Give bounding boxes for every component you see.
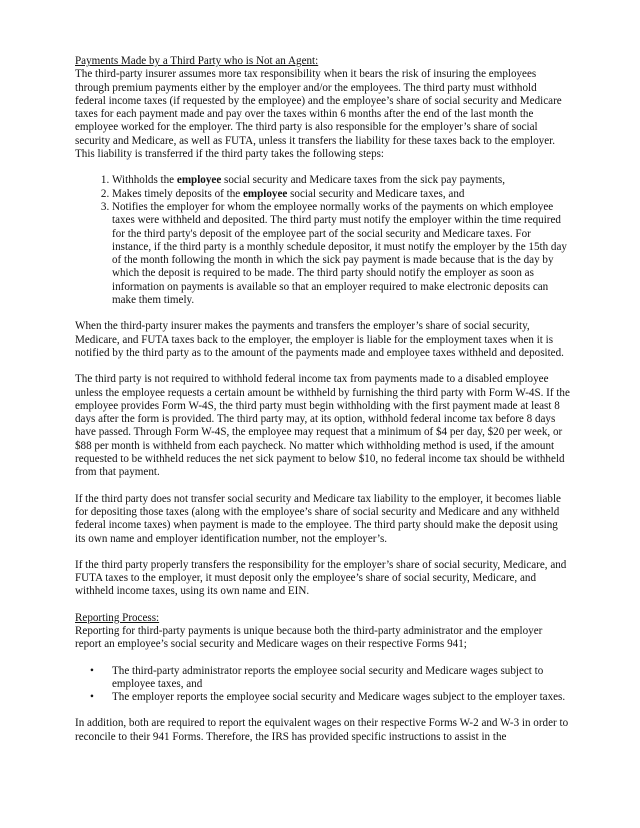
bullet-item: • The employer reports the employee social security and Medicare wages subject to the employer taxes.: [112, 691, 570, 704]
section-heading-reporting: Reporting Process:: [75, 611, 160, 624]
bullet-item: • The third-party administrator reports the employee social security and Medicare wages subject to employee taxes, and: [112, 665, 570, 692]
steps-list: [75, 174, 570, 307]
step-item: 2. Makes timely deposits of the employee social security and Medicare taxes, and: [112, 188, 570, 201]
step-item: 1. Withholds the employee social security and Medicare taxes from the sick pay payments,: [112, 174, 570, 187]
section-heading-third-party: Payments Made by a Third Party who is Not an Agent:: [75, 55, 319, 67]
document-page: [75, 55, 570, 744]
paragraph-w2-w3: In addition, both are required to report the equivalent wages on their respective Forms W-2 and W-3 in order to reconcile to their 941 Forms. Therefore, the IRS has provided specific instructions to assist in the: [75, 717, 569, 743]
paragraph-transfer-liability: When the third-party insurer makes the payments and transfers the employer’s share of social security, Medicare, and FUTA taxes back to the employer, the employer is liable for the employment taxes when it is notified by the third party as to the amount of the payments made and employee taxes withheld and deposited.: [75, 320, 564, 359]
paragraph-proper-transfer: If the third party properly transfers the responsibility for the employer’s share of social security, Medicare, and FUTA taxes to the employer, it must deposit only the employee’s share of social security, Medicare, and withheld income taxes, using its own name and EIN.: [75, 558, 567, 598]
intro-paragraph: The third-party insurer assumes more tax responsibility when it bears the risk of insuring the employees through premium payments either by the employer and/or the employees. The third party must withhold federal income taxes (if requested by the employee) and the employee’s share of social security and Medicare taxes for each payment made and pay over the taxes within 6 months after the end of the last month the employee worked for the employer. The third party is also responsible for the employer’s share of social security and Medicare, as well as FUTA, unless it transfers the liability for these taxes back to the employer. This liability is transferred if the third party takes the following steps:: [75, 68, 562, 161]
steps-list-wrapper: [75, 174, 570, 307]
reporting-intro-paragraph: Reporting for third-party payments is unique because both the third-party administrator and the employer report an employee’s social security and Medicare wages on their respective Forms 941;: [75, 624, 543, 651]
step-item: 3. Notifies the employer for whom the employee normally works of the payments on which employee taxes were withheld and deposited. The third party must notify the employer within the time required for the third party's deposit of the employee part of the social security and Medicare taxes. For instance, if the third party is a monthly schedule depositor, it must notify the employer by the 15th day of the month following the month in which the sick pay payment is made because that is the day by which the deposit is required to be made. The third party should notify the employer as soon as information on payments is available so that an employer required to make electronic deposits can make them timely.: [112, 201, 570, 307]
paragraph-no-transfer: If the third party does not transfer social security and Medicare tax liability to the employer, it becomes liable for depositing those taxes (along with the employee’s share of social security and Medicare and any withheld federal income taxes) when payment is made to the employee. The third party should make the deposit using its own name and employer identification number, not the employer’s.: [75, 492, 561, 545]
paragraph-w4s-withholding: The third party is not required to withhold federal income tax from payments made to a disabled employee unless the employee requests a certain amount be withheld by furnishing the third party with Form W-4S. If the employee provides Form W-4S, the third party must begin withholding with the first payment made at least 8 days after the form is provided. The third party may, at its option, withhold federal income tax before 8 days have passed. Through Form W-4S, the employee may request that a minimum of $4 per day, $20 per week, or $88 per month is withheld from each paycheck. No matter which withholding method is used, if the amount requested to be withheld reduces the net sick payment to below $10, no federal income tax should be withheld from that payment.: [75, 373, 570, 479]
reporting-bullets: [75, 665, 570, 705]
reporting-bullets-wrapper: [75, 665, 570, 705]
